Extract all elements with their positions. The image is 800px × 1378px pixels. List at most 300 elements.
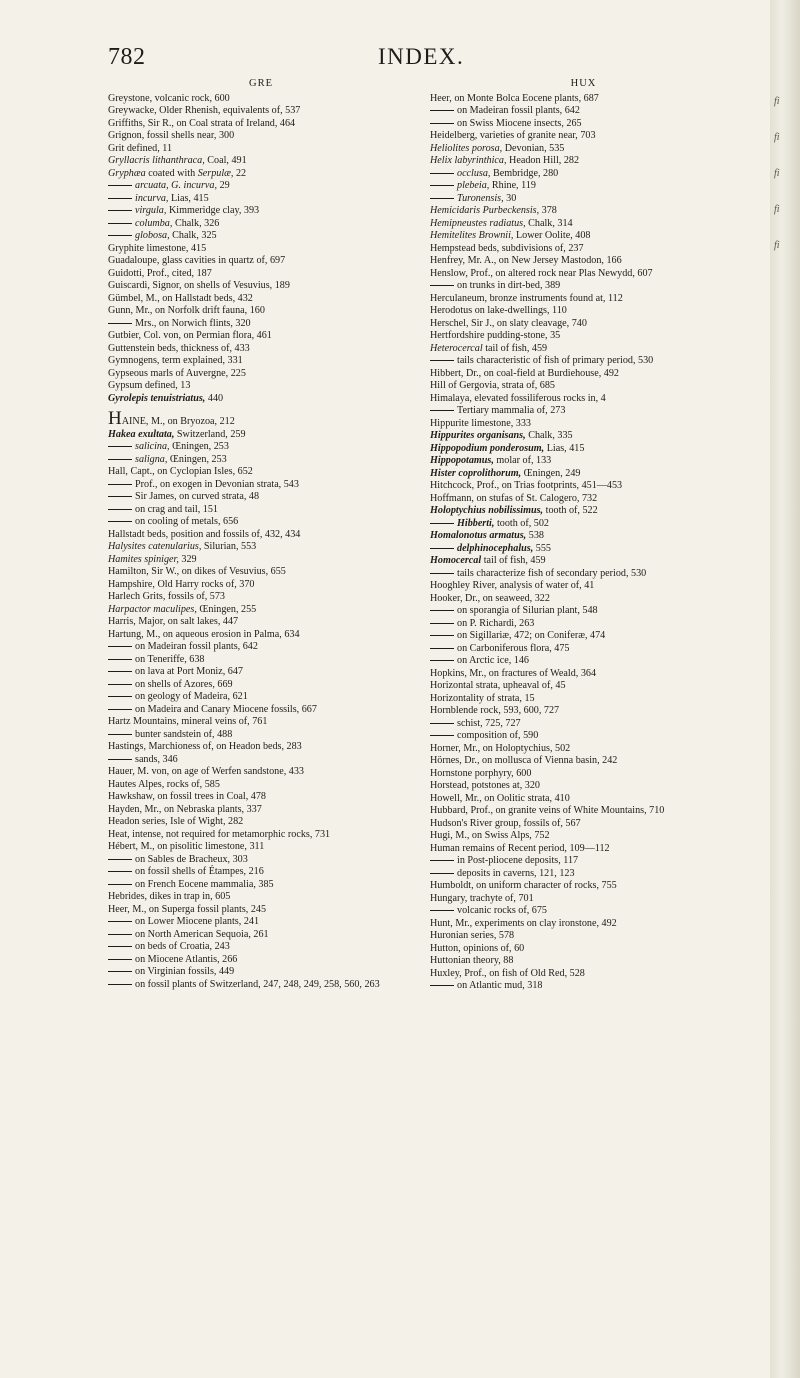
entry-text: Horizontality of strata, 15 [430,692,535,704]
edge-fragment: fi [774,168,780,179]
index-entry [430,855,737,868]
index-entry [108,766,414,779]
index-entry [430,843,737,856]
entry-term: columba, [135,217,173,229]
index-entry [430,443,737,456]
index-entry [108,408,414,429]
entry-term: Hister coprolithorum, [430,467,522,479]
index-entry [430,430,737,443]
index-entry [108,641,414,654]
entry-text: Hastings, Marchioness of, on Headon beds, 283 [108,741,302,752]
entry-text: Hébert, M., on pisolitic limestone, 311 [108,841,265,852]
entry-text: Guadaloupe, glass cavities in quartz of, 697 [108,255,286,266]
index-entry [430,393,737,406]
index-entry [430,818,737,831]
entry-term: Serpulæ, [197,167,234,179]
index-entry [108,93,414,106]
entry-text: Hartz Mountains, mineral veins of, 761 [108,716,268,727]
index-entry [108,130,414,143]
entry-text: Horner, Mr., on Holoptychius, 502 [430,742,571,754]
ditto-dash [108,696,132,697]
index-entry [108,293,414,306]
entry-text: Herodotus on lake-dwellings, 110 [430,305,567,316]
entry-text: Huxley, Prof., on fish of Old Red, 528 [430,967,585,979]
index-entry [108,579,414,592]
index-entry [430,680,737,693]
entry-text: Gutbier, Col. von, on Permian flora, 461 [108,330,272,341]
index-entry [108,716,414,729]
entry-text: on Virginian fossils, 449 [135,966,235,977]
entry-text: Gymnogens, term explained, 331 [108,355,243,366]
entry-text: tooth of, 522 [543,505,598,516]
index-entry [430,318,737,331]
ditto-dash [108,198,132,199]
entry-term: salicina, [135,441,170,452]
index-entry [108,741,414,754]
index-entry [430,630,737,643]
edge-fragment: fi [774,240,780,251]
index-entry [430,693,737,706]
index-entry [430,243,737,256]
ditto-dash [430,360,454,361]
index-entry [108,829,414,842]
entry-text: Hopkins, Mr., on fractures of Weald, 364 [430,667,597,679]
entry-text: on Swiss Miocene insects, 265 [457,117,582,129]
ditto-dash [108,959,132,960]
entry-text: volcanic rocks of, 675 [457,905,547,916]
entry-text: Silurian, 553 [201,541,257,552]
index-entry [430,143,737,156]
ditto-dash [108,446,132,447]
entry-text: Hunt, Mr., experiments on clay ironstone, 492 [430,917,617,929]
entry-text: 29 [217,180,230,191]
entry-text: Gümbel, M., on Hallstadt beds, 432 [108,292,253,304]
index-entry [108,804,414,817]
entry-text: 329 [178,553,197,565]
index-entry [108,691,414,704]
index-entry [430,105,737,118]
index-entry [430,93,737,106]
entry-text: Hall, Capt., on Cyclopian Isles, 652 [108,466,253,477]
entry-text: Hitchcock, Prof., on Trias footprints, 451—453 [430,480,623,491]
entry-text: on Teneriffe, 638 [135,653,205,665]
ditto-dash [108,971,132,972]
entry-term: Harpactor maculipes, [108,603,197,615]
entry-term: plebeia, [457,180,490,191]
ditto-dash [108,871,132,872]
entry-term: Hamites spiniger, [108,553,179,565]
index-entry [108,243,414,256]
ditto-dash [430,985,454,986]
ditto-dash [108,984,132,985]
entry-term: Heterocercal [430,342,483,354]
index-entry [430,480,737,493]
entry-term: Hemicidaris Purbeckensis, [430,205,540,216]
index-entry [108,380,414,393]
entry-text: Hill of Gergovia, strata of, 685 [430,380,555,391]
index-entry [430,218,737,231]
ditto-dash [430,285,454,286]
index-entry [430,780,737,793]
entry-text: tail of fish, 459 [482,342,548,354]
index-entry [430,280,737,293]
index-entry [108,429,414,442]
index-entry [430,405,737,418]
index-entry [108,343,414,356]
index-entry [108,816,414,829]
index-entry [430,755,737,768]
entry-text: Horstead, potstones at, 320 [430,780,540,791]
entry-text: Devonian, 535 [502,142,565,154]
ditto-dash [430,573,454,574]
index-entry [430,505,737,518]
entry-text: on sporangia of Silurian plant, 548 [457,605,598,616]
entry-text: on Madeiran fossil plants, 642 [457,105,580,116]
entry-text: tails characterize fish of secondary period, 530 [457,567,647,579]
index-entry [430,255,737,268]
running-title: INDEX. [378,44,465,69]
entry-text: on Lower Miocene plants, 241 [135,916,260,927]
edge-fragment: fi [774,96,780,107]
entry-text: Herschel, Sir J., on slaty cleavage, 740 [430,317,587,329]
entry-text: on Atlantic mud, 318 [457,980,543,991]
entry-term: Gyrolepis tenuistriatus, [108,392,206,404]
entry-text: Heidelberg, varieties of granite near, 703 [430,130,596,141]
entry-text: AINE, M., on Bryozoa, 212 [121,416,235,427]
index-entry [108,541,414,554]
ditto-dash [430,735,454,736]
index-entry [108,516,414,529]
entry-text: Chalk, 326 [172,217,220,229]
entry-text: 538 [526,530,544,541]
entry-text: Hooker, Dr., on seaweed, 322 [430,592,550,604]
adjacent-page-edge [770,0,800,1378]
index-entry [108,629,414,642]
entry-text: Hibbert, Dr., on coal-field at Burdiehouse, 492 [430,367,619,379]
index-entry [430,868,737,881]
index-entry [430,593,737,606]
entry-text: Grit defined, 11 [108,142,173,154]
index-entry [108,779,414,792]
entry-term: incurva, [135,192,169,204]
ditto-dash [430,910,454,911]
index-entry [108,268,414,281]
entry-text: on Madeiran fossil plants, 642 [135,641,258,652]
index-entry [108,866,414,879]
entry-term: arcuata, G. incurva, [135,180,218,191]
index-entry [108,654,414,667]
entry-text: Chalk, 314 [525,217,573,229]
entry-text: Henslow, Prof., on altered rock near Plas Newydd, 607 [430,267,653,279]
entry-text: Heer, M., on Superga fossil plants, 245 [108,903,267,915]
entry-text: Hertfordshire pudding-stone, 35 [430,330,561,341]
index-entry [108,318,414,331]
entry-text: Human remains of Recent period, 109—112 [430,842,610,854]
index-entry [108,368,414,381]
entry-text: Guttenstein beds, thickness of, 433 [108,342,250,354]
entry-term: globosa, [135,230,170,241]
index-entry [430,618,737,631]
entry-text: Hornstone porphyry, 600 [430,767,532,779]
entry-text: 30 [503,192,517,204]
index-entry [108,904,414,917]
page-header [0,44,760,70]
entry-text: on Arctic ice, 146 [457,655,529,666]
entry-text: on lava at Port Moniz, 647 [135,666,243,677]
right-column-heading: HUX [570,78,597,89]
entry-text: on shells of Azores, 669 [135,678,233,690]
index-entry [430,180,737,193]
index-entry [430,743,737,756]
ditto-dash [108,185,132,186]
index-entry [108,218,414,231]
index-entry [430,968,737,981]
entry-text: on trunks in dirt-bed, 389 [457,280,561,291]
entry-text: Hayden, Mr., on Nebraska plants, 337 [108,803,262,815]
ditto-dash [108,859,132,860]
index-entry [430,330,737,343]
entry-text: Hartung, M., on aqueous erosion in Palma, 634 [108,628,300,640]
entry-text: Harlech Grits, fossils of, 573 [108,591,225,602]
ditto-dash [108,884,132,885]
index-entry [430,493,737,506]
entry-text: Huttonian theory, 88 [430,955,514,966]
entry-text: 378 [539,205,557,216]
entry-text: Hubbard, Prof., on granite veins of White Mountains, 710 [430,805,665,816]
ditto-dash [430,548,454,549]
entry-term: Helix labyrinthica, [430,155,507,166]
entry-text: Hawkshaw, on fossil trees in Coal, 478 [108,791,266,802]
entry-text: Lias, 415 [168,192,209,204]
ditto-dash [108,323,132,324]
index-entry [108,255,414,268]
index-entry [430,805,737,818]
entry-text: in Post-pliocene deposits, 117 [457,855,579,866]
index-entry [430,380,737,393]
entry-term: virgula, [135,205,167,216]
entry-text: on cooling of metals, 656 [135,516,239,527]
entry-text: Mrs., on Norwich flints, 320 [135,317,251,329]
entry-term: Gryllacris lithanthraca, [108,155,205,166]
ditto-dash [108,496,132,497]
index-entry [430,705,737,718]
index-entry [430,918,737,931]
entry-text: Himalaya, elevated fossiliferous rocks in, 4 [430,392,606,404]
entry-text: on French Eocene mammalia, 385 [135,878,274,890]
index-entry [108,754,414,767]
entry-text: Hooghley River, analysis of water of, 41 [430,580,595,591]
entry-text: sands, 346 [135,753,178,765]
entry-text: Hippurite limestone, 333 [430,417,531,429]
index-entry [430,955,737,968]
entry-text: tail of fish, 459 [481,555,546,566]
index-entry [430,418,737,431]
index-entry [430,193,737,206]
ditto-dash [430,623,454,624]
entry-text: Sir James, on curved strata, 48 [135,491,260,502]
entry-text: on North American Sequoia, 261 [135,928,269,940]
entry-term: Hakea exultata, [108,428,175,440]
ditto-dash [430,523,454,524]
index-entry [108,280,414,293]
index-entry [108,205,414,218]
entry-text: on Sigillariæ, 472; on Coniferæ, 474 [457,630,606,641]
index-entry [430,130,737,143]
entry-text: on beds of Croatia, 243 [135,941,230,952]
entry-text: Huronian series, 578 [430,930,515,941]
index-entry [108,566,414,579]
entry-term: Homocercal [430,555,482,566]
index-entry [108,454,414,467]
ditto-dash [430,123,454,124]
entry-text: Harris, Major, on salt lakes, 447 [108,616,239,627]
entry-text: Gryphite limestone, 415 [108,242,207,254]
index-entry [430,343,737,356]
index-entry [108,393,414,406]
entry-text: Switzerland, 259 [174,428,246,440]
index-entry [430,518,737,531]
entry-text: Greywacke, Older Rhenish, equivalents of, 537 [108,105,301,116]
entry-text: Hörnes, Dr., on mollusca of Vienna basin, 242 [430,755,618,766]
entry-term: occlusa, [457,167,491,179]
entry-text: Hamilton, Sir W., on dikes of Vesuvius, 655 [108,566,286,577]
index-entry [430,468,737,481]
entry-text: Henfrey, Mr. A., on New Jersey Mastodon, 166 [430,255,622,266]
ditto-dash [108,759,132,760]
entry-text: schist, 725, 727 [457,717,521,729]
index-entry [430,118,737,131]
index-entry [108,679,414,692]
entry-text: on P. Richardi, 263 [457,617,535,629]
index-entry [108,941,414,954]
entry-text: Guidotti, Prof., cited, 187 [108,267,212,279]
index-entry [430,368,737,381]
index-entry [430,230,737,243]
index-entry [108,841,414,854]
index-entry [108,330,414,343]
index-entry [430,155,737,168]
entry-text: on Carboniferous flora, 475 [457,642,570,654]
entry-term: Hippopodium ponderosum, [430,442,545,454]
entry-text: tails characteristic of fish of primary period, 530 [457,355,654,366]
ditto-dash [108,659,132,660]
ditto-dash [108,509,132,510]
entry-text: Chalk, 335 [525,430,573,441]
ditto-dash [430,660,454,661]
edge-fragment: fi [774,132,780,143]
entry-text: Hungary, trachyte of, 701 [430,892,534,904]
ditto-dash [108,459,132,460]
ditto-dash [430,873,454,874]
entry-text: Œningen, 249 [521,467,581,479]
entry-text: Gypseous marls of Auvergne, 225 [108,367,246,379]
index-entry [430,930,737,943]
index-entry [430,305,737,318]
index-entry [430,205,737,218]
entry-text: Hugi, M., on Swiss Alps, 752 [430,830,550,841]
index-entry [108,491,414,504]
index-entry [430,768,737,781]
entry-text: deposits in caverns, 121, 123 [457,867,575,879]
entry-text: Hornblende rock, 593, 600, 727 [430,705,560,716]
entry-text: on fossil shells of Étampes, 216 [135,866,264,877]
ditto-dash [108,646,132,647]
entry-text: Heat, intense, not required for metamorphic rocks, 731 [108,828,331,840]
index-entry [108,616,414,629]
ditto-dash [430,610,454,611]
entry-text: Rhine, 119 [489,180,536,191]
index-entry [108,604,414,617]
entry-text: 22 [233,167,247,179]
section-initial: H [108,408,122,429]
ditto-dash [108,934,132,935]
index-entry [430,655,737,668]
index-entry [430,893,737,906]
index-entry [108,355,414,368]
ditto-dash [430,110,454,111]
ditto-dash [108,734,132,735]
index-entry [430,793,737,806]
entry-term: Halysites catenularius, [108,541,202,552]
entry-term: Holoptychius nobilissimus, [430,505,544,516]
index-entry [430,580,737,593]
ditto-dash [430,410,454,411]
index-entry [108,591,414,604]
index-entry [108,554,414,567]
entry-text: Horizontal strata, upheaval of, 45 [430,680,566,691]
ditto-dash [108,709,132,710]
index-entry [108,441,414,454]
index-entry [108,891,414,904]
entry-text: Chalk, 325 [169,230,217,241]
index-entry [430,543,737,556]
index-entry [108,791,414,804]
entry-term: Heliolites porosa, [430,142,503,154]
entry-text: Tertiary mammalia of, 273 [457,405,566,416]
index-entry [108,118,414,131]
entry-text: on fossil plants of Switzerland, 247, 248, 249, 258, 560, 263 [135,978,380,990]
index-entry [108,105,414,118]
index-entry [430,605,737,618]
index-entry [108,966,414,979]
entry-text: Hudson's River group, fossils of, 567 [430,817,581,829]
index-entry [430,943,737,956]
index-entry [108,854,414,867]
index-entry [108,666,414,679]
ditto-dash [430,198,454,199]
entry-text: Grignon, fossil shells near, 300 [108,130,235,141]
ditto-dash [108,484,132,485]
index-entry [108,954,414,967]
entry-term: delphinocephalus, [457,542,534,554]
entry-term: Hemitelites Brownii, [430,230,514,241]
entry-text: Greystone, volcanic rock, 600 [108,92,230,104]
ditto-dash [108,946,132,947]
left-column-heading: GRE [249,78,273,89]
entry-text: composition of, 590 [457,730,539,741]
index-entry [108,729,414,742]
index-entry [108,168,414,181]
entry-text: Kimmeridge clay, 393 [166,205,260,216]
left-column [108,78,414,991]
entry-text: Herculaneum, bronze instruments found at, 112 [430,292,623,304]
index-entry [430,730,737,743]
index-entry [430,268,737,281]
index-entry [108,180,414,193]
entry-term: Gryphæa [108,167,146,179]
entry-term: Hippurites organisans, [430,430,526,441]
index-entry [430,530,737,543]
